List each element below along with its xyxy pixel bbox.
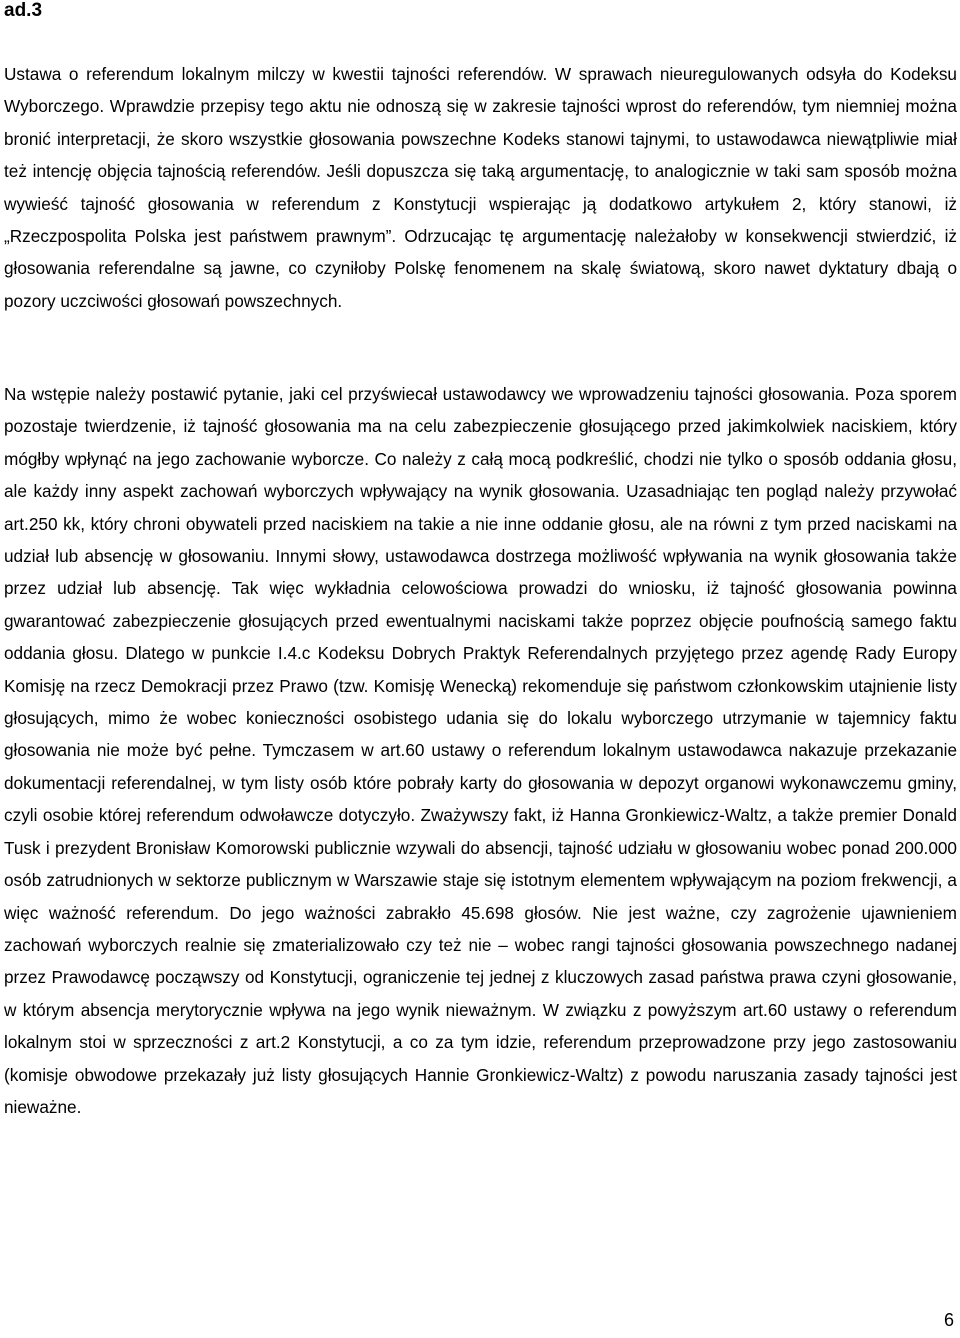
- paragraph-2: Na wstępie należy postawić pytanie, jaki cel przyświecał ustawodawcy we wprowadzeniu tajności głosowania. Poza sporem pozostaje twierdzenie, iż tajność głosowania ma na celu zabezpieczenie głosującego przed jakimkolwiek naciskiem, który mógłby wpłynąć na jego zachowanie wyborcze. Co należy z całą mocą podkreślić, chodzi nie tylko o sposób oddania głosu, ale każdy inny aspekt zachowań wyborczych wpływający na wynik głosowania. Uzasadniając ten pogląd należy przywołać art.250 kk, który chroni obywateli przed naciskiem na takie a nie inne oddanie głosu, ale na równi z tym przed naciskami na udział lub absencję w głosowaniu. Innymi słowy, ustawodawca dostrzega możliwość wpływania na wynik głosowania także przez udział lub absencję. Tak więc wykładnia celowościowa prowadzi do wniosku, iż tajność głosowania powinna gwarantować zabezpieczenie głosujących przed ewentualnymi naciskami także poprzez objęcie poufnością samego faktu oddania głosu. Dlatego w punkcie I.4.c Kodeksu Dobrych Praktyk Referendalnych przyjętego przez agendę Rady Europy Komisję na rzecz Demokracji przez Prawo (tzw. Komisję Wenecką) rekomenduje się państwom członkowskim utajnienie listy głosujących, mimo że wobec konieczności osobistego udania się do lokalu wyborczego utrzymanie w tajemnicy faktu głosowania nie może być pełne. Tymczasem w art.60 ustawy o referendum lokalnym ustawodawca nakazuje przekazanie dokumentacji referendalnej, w tym listy osób które pobrały karty do głosowania w depozyt organowi wykonawczemu gminy, czyli osobie której referendum odwoławcze dotyczyło. Zważywszy fakt, iż Hanna Gronkiewicz-Waltz, a także premier Donald Tusk i prezydent Bronisław Komorowski publicznie wzywali do absencji, tajność udziału w głosowaniu wobec ponad 200.000 osób zatrudnionych w sektorze publicznym w Warszawie staje się istotnym elementem wpływającym na poziom frekwencji, a więc ważność referendum. Do jego ważności zabrakło 45.698 głosów. Nie jest ważne, czy zagrożenie ujawnieniem zachowań wyborczych realnie się zmaterializowało czy też nie – wobec rangi tajności głosowania powszechnego nadanej przez Prawodawcę począwszy od Konstytucji, ograniczenie tej jednej z kluczowych zasad państwa prawa czyni głosowanie, w którym absencja merytorycznie wpływa na jego wynik nieważnym. W związku z powyższym art.60 ustawy o referendum lokalnym stoi w sprzeczności z art.2 Konstytucji, a co za tym idzie, referendum przeprowadzone przy jego zastosowaniu (komisje obwodowe przekazały już listy głosujących Hannie Gronkiewicz-Waltz) z powodu naruszania zasady tajności jest nieważne.: [4, 384, 957, 1117]
- section-heading: ad.3: [4, 0, 43, 21]
- paragraph-1: Ustawa o referendum lokalnym milczy w kwestii tajności referendów. W sprawach nieuregulowanych odsyła do Kodeksu Wyborczego. Wprawdzie przepisy tego aktu nie odnoszą się w zakresie tajności wprost do referendów, tym niemniej można bronić interpretacji, że skoro wszystkie głosowania powszechne Kodeks stanowi tajnymi, to ustawodawca niewątpliwie miał też intencję objęcia tajnością referendów. Jeśli dopuszcza się taką argumentację, to analogicznie w taki sam sposób można wywieść tajność głosowania w referendum z Konstytucji wspierając ją dodatkowo artykułem 2, który stanowi, iż „Rzeczpospolita Polska jest państwem prawnym”. Odrzucając tę argumentację należałoby w konsekwencji stwierdzić, iż głosowania referendalne są jawne, co czyniłoby Polskę fenomenem na skalę światową, skoro nawet dyktatury dbają o pozory uczciwości głosowań powszechnych.: [4, 64, 957, 311]
- page-number: 6: [943, 1310, 954, 1330]
